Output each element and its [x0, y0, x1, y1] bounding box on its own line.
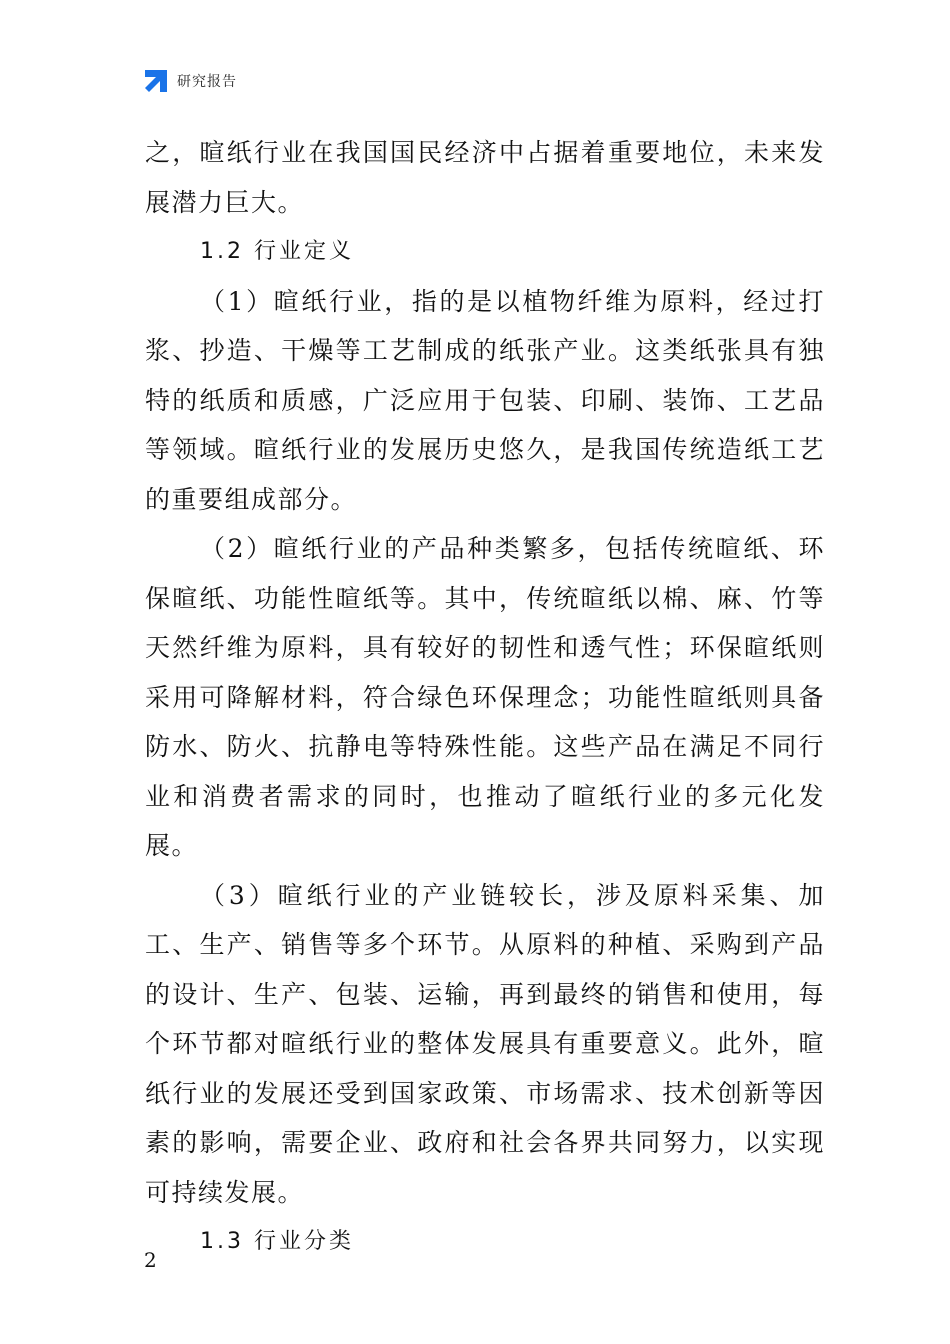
header-title: 研究报告: [177, 74, 237, 90]
paragraph-definition-2: （2）暄纸行业的产品种类繁多，包括传统暄纸、环保暄纸、功能性暄纸等。其中，传统暄纸以棉、麻、竹等天然纤维为原料，具有较好的韧性和透气性；环保暄纸则采用可降解材料，符合绿色环保理念；功能性暄纸则具备防水、防火、抗静电等特殊性能。这些产品在满足不同行业和消费者需求的同时，也推动了暄纸行业的多元化发展。: [145, 534, 825, 860]
paragraph-intro: 之，暄纸行业在我国国民经济中占据着重要地位，未来发展潜力巨大。: [145, 138, 825, 217]
page-header: [143, 66, 237, 96]
section-heading-1-3: 1.3 行业分类: [200, 1229, 354, 1254]
arrow-logo-icon: [143, 68, 169, 94]
section-heading-1-2: 1.2 行业定义: [200, 239, 354, 264]
paragraph-definition-3: （3）暄纸行业的产业链较长，涉及原料采集、加工、生产、销售等多个环节。从原料的种植、采购到产品的设计、生产、包装、运输，再到最终的销售和使用，每个环节都对暄纸行业的整体发展具有重要意义。此外，暄纸行业的发展还受到国家政策、市场需求、技术创新等因素的影响，需要企业、政府和社会各界共同努力，以实现可持续发展。: [145, 880, 825, 1207]
document-body: [145, 128, 825, 1267]
page-number: 2: [144, 1248, 157, 1272]
paragraph-definition-1: （1）暄纸行业，指的是以植物纤维为原料，经过打浆、抄造、干燥等工艺制成的纸张产业。这类纸张具有独特的纸质和质感，广泛应用于包装、印刷、装饰、工艺品等领域。暄纸行业的发展历史悠久，是我国传统造纸工艺的重要组成部分。: [145, 286, 825, 514]
